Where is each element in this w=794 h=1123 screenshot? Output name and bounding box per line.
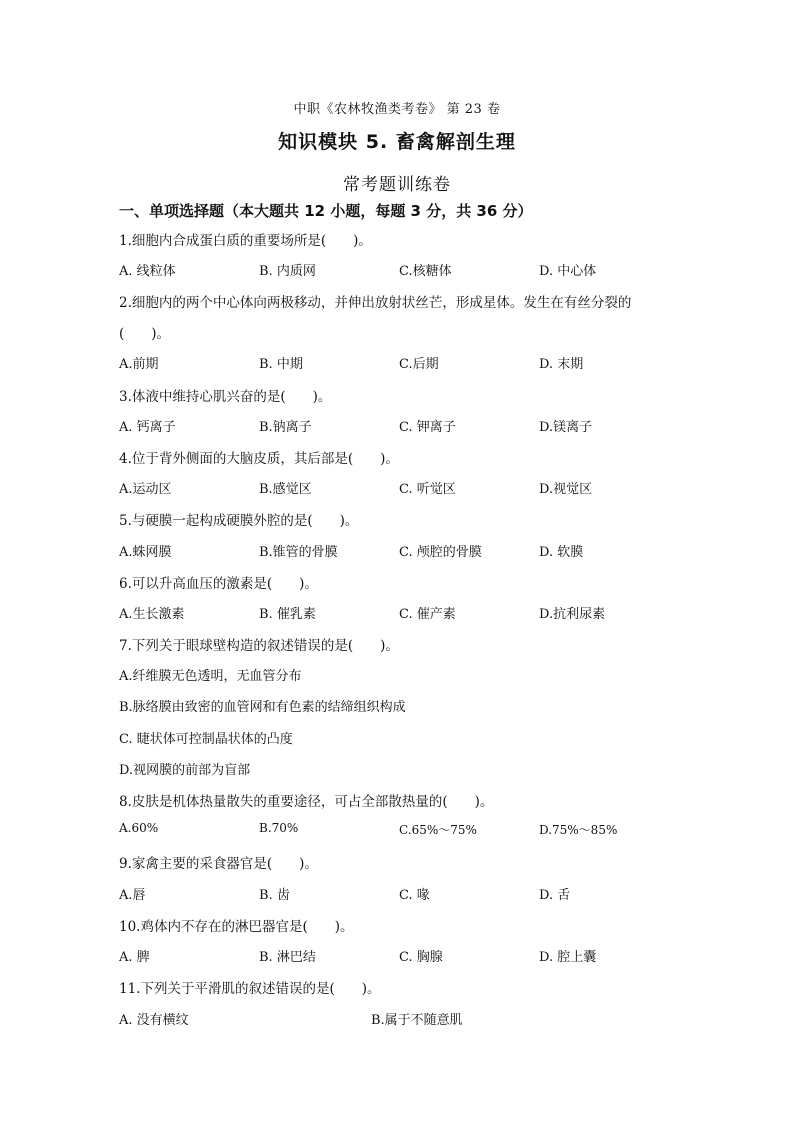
option-row: [119, 821, 679, 841]
option-d: D. 腔上囊: [539, 950, 597, 965]
option-row: [119, 884, 679, 904]
option-c: C. 催产素: [399, 607, 456, 622]
option-a: A. 钙离子: [119, 420, 176, 435]
option-b: B. 中期: [259, 357, 303, 372]
option-d: D.视网膜的前部为盲部: [119, 763, 251, 778]
question-stem-continuation: ( )。: [119, 326, 171, 342]
question-stem: 6.可以升高血压的激素是( )。: [119, 576, 318, 592]
option-b: B.70%: [259, 821, 299, 835]
option-a: A.唇: [119, 888, 146, 903]
question-stem: 3.体液中维持心肌兴奋的是( )。: [119, 389, 332, 405]
option-row: [119, 353, 679, 373]
option-b: B. 催乳素: [259, 607, 316, 622]
paper-title: 常考题训练卷: [343, 175, 451, 195]
option-d: D.视觉区: [539, 482, 593, 497]
option-b: B.脉络膜由致密的血管网和有色素的结缔组织构成: [119, 700, 406, 715]
question-stem: 1.细胞内合成蛋白质的重要场所是( )。: [119, 233, 372, 249]
option-row: [119, 260, 679, 280]
option-b: B. 齿: [259, 888, 290, 903]
option-c: C. 听觉区: [399, 482, 456, 497]
option-d: D. 末期: [539, 357, 584, 372]
option-a: A.生长激素: [119, 607, 185, 622]
option-a: A.前期: [119, 357, 159, 372]
option-b: B.钠离子: [259, 420, 312, 435]
module-title: 知识模块 5. 畜禽解剖生理: [278, 131, 516, 153]
option-d: D. 中心体: [539, 264, 597, 279]
option-d: D. 软膜: [539, 545, 584, 560]
option-row: [119, 416, 679, 436]
question-stem: 8.皮肤是机体热量散失的重要途径，可占全部散热量的( )。: [119, 794, 494, 810]
option-d: D.抗利尿素: [539, 607, 606, 622]
option-c: C.核糖体: [399, 264, 452, 279]
option-row: [119, 541, 679, 561]
option-row: [119, 1009, 679, 1029]
option-row: [119, 946, 679, 966]
question-stem: 2.细胞内的两个中心体向两极移动，并伸出放射状丝芒，形成星体。发生在有丝分裂的: [119, 295, 632, 311]
question-stem: 4.位于背外侧面的大脑皮质，其后部是( )。: [119, 451, 399, 467]
option-a: A.运动区: [119, 482, 172, 497]
option-b: B.锥管的骨膜: [259, 545, 338, 560]
option-b: B.感觉区: [259, 482, 312, 497]
option-b: B. 淋巴结: [259, 950, 316, 965]
question-stem: 9.家禽主要的采食器官是( )。: [119, 856, 318, 872]
question-stem: 11.下列关于平滑肌的叙述错误的是( )。: [119, 981, 381, 997]
question-stem: 10.鸡体内不存在的淋巴器官是( )。: [119, 919, 354, 935]
option-c: C. 胸腺: [399, 950, 443, 965]
option-a: A. 脾: [119, 950, 150, 965]
option-d: D. 舌: [539, 888, 571, 903]
option-row: [119, 603, 679, 623]
option-a: A.纤维膜无色透明，无血管分布: [119, 669, 302, 684]
option-d: D.镁离子: [539, 420, 593, 435]
exam-series-header: 中职《农林牧渔类考卷》 第 23 卷: [293, 102, 501, 117]
option-b: B. 内质网: [259, 264, 316, 279]
option-c: C. 睫状体可控制晶状体的凸度: [119, 732, 293, 747]
option-c: C.后期: [399, 357, 439, 372]
option-c: C. 颅腔的骨膜: [399, 545, 482, 560]
question-stem: 7.下列关于眼球壁构造的叙述错误的是( )。: [119, 638, 399, 654]
question-stem: 5.与硬膜一起构成硬膜外腔的是( )。: [119, 513, 359, 529]
option-c: C.65%～75%: [399, 823, 477, 837]
option-a: A. 线粒体: [119, 264, 176, 279]
option-c: C. 喙: [399, 888, 430, 903]
option-b: B.属于不随意肌: [371, 1013, 463, 1028]
option-c: C. 钾离子: [399, 420, 456, 435]
option-a: A.蛛网膜: [119, 545, 172, 560]
option-a: A. 没有横纹: [119, 1013, 189, 1028]
option-d: D.75%～85%: [539, 823, 618, 837]
option-row: [119, 478, 679, 498]
option-a: A.60%: [119, 821, 159, 835]
section-heading: 一、单项选择题（本大题共 12 小题，每题 3 分，共 36 分）: [119, 202, 533, 220]
